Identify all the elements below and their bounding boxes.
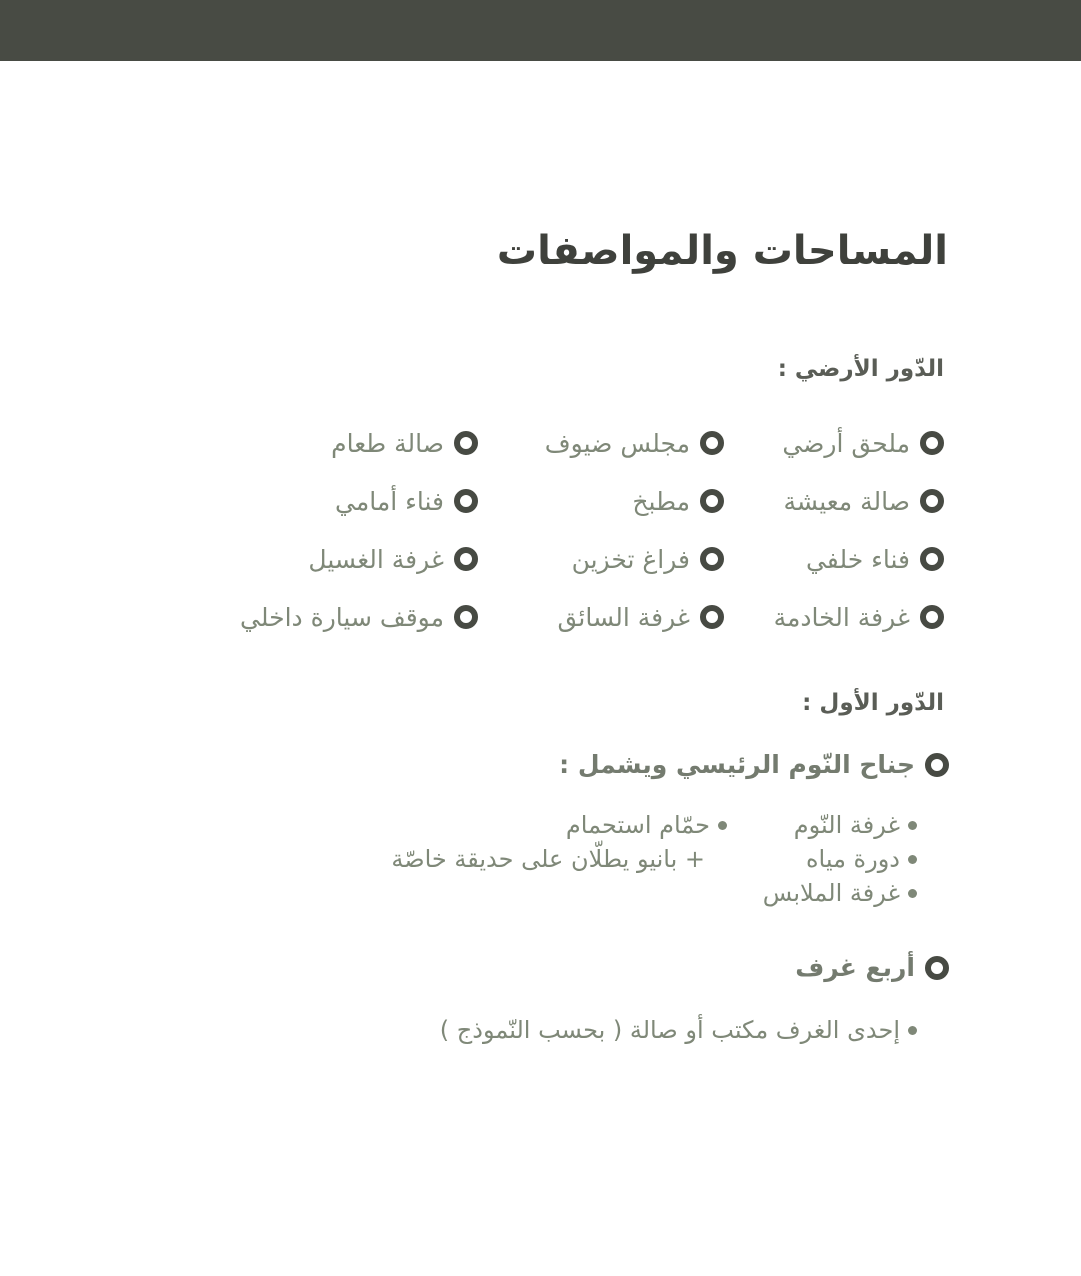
- ring-bullet-icon: [454, 489, 478, 513]
- four-rooms-heading: [795, 953, 949, 982]
- ring-bullet-icon: [454, 605, 478, 629]
- four-rooms-label: أربع غرف: [795, 953, 915, 982]
- ring-bullet-icon: [700, 605, 724, 629]
- list-item-label: فراغ تخزين: [571, 544, 690, 574]
- list-item: [184, 603, 478, 632]
- list-item: [184, 487, 478, 516]
- list-row: [357, 842, 917, 876]
- list-item: [724, 429, 944, 458]
- ring-bullet-icon: [925, 956, 949, 980]
- list-item-label: غرفة الغسيل: [308, 544, 444, 574]
- list-item: [478, 429, 724, 458]
- list-item: [727, 811, 917, 839]
- list-item-label: صالة معيشة: [783, 486, 910, 516]
- list-item: [478, 603, 724, 632]
- master-suite-list: [357, 808, 917, 910]
- master-suite-heading: [559, 750, 949, 779]
- list-item: [478, 487, 724, 516]
- dot-bullet-icon: [908, 1026, 917, 1035]
- ground-floor-heading: الدّور الأرضي :: [777, 356, 944, 382]
- list-item: [724, 603, 944, 632]
- list-item-label: صالة طعام: [331, 428, 444, 458]
- ground-floor-list: [184, 414, 944, 646]
- list-row: [184, 588, 944, 646]
- dot-bullet-icon: [718, 821, 727, 830]
- list-item: [478, 545, 724, 574]
- list-item: [724, 487, 944, 516]
- ring-bullet-icon: [920, 605, 944, 629]
- list-item-label: دورة مياه: [805, 845, 900, 873]
- list-row: [357, 808, 917, 842]
- list-item-label: مطبخ: [632, 486, 690, 516]
- list-item: [566, 811, 727, 839]
- ring-bullet-icon: [700, 489, 724, 513]
- list-item-label: غرفة الخادمة: [773, 602, 910, 632]
- list-row: [357, 1010, 917, 1050]
- list-row: [184, 530, 944, 588]
- list-item-label: غرفة النّوم: [793, 811, 900, 839]
- page-title: المساحات والمواصفات: [496, 228, 948, 274]
- list-row: [184, 414, 944, 472]
- dot-bullet-icon: [908, 821, 917, 830]
- list-item-label: حمّام استحمام: [565, 811, 710, 839]
- list-item: [727, 879, 917, 907]
- list-item-label: موقف سيارة داخلي: [240, 602, 444, 632]
- list-row: [357, 876, 917, 910]
- master-suite-label: جناح النّوم الرئيسي ويشمل :: [559, 750, 915, 779]
- list-item: [184, 429, 478, 458]
- list-item-label: مجلس ضيوف: [544, 428, 690, 458]
- ring-bullet-icon: [454, 431, 478, 455]
- ring-bullet-icon: [454, 547, 478, 571]
- dot-bullet-icon: [908, 889, 917, 898]
- ring-bullet-icon: [700, 431, 724, 455]
- list-item-label: غرفة الملابس: [762, 879, 900, 907]
- ring-bullet-icon: [920, 489, 944, 513]
- four-rooms-list: [357, 1010, 917, 1050]
- first-floor-heading: الدّور الأول :: [802, 690, 944, 716]
- list-item-label: ملحق أرضي: [782, 428, 910, 458]
- ring-bullet-icon: [700, 547, 724, 571]
- list-item: [391, 845, 727, 873]
- dot-bullet-icon: [908, 855, 917, 864]
- list-item-label: غرفة السائق: [557, 602, 690, 632]
- ring-bullet-icon: [920, 547, 944, 571]
- list-row: [184, 472, 944, 530]
- list-item: [184, 545, 478, 574]
- list-item: [440, 1016, 917, 1044]
- ring-bullet-icon: [925, 753, 949, 777]
- list-item-label: فناء أمامي: [335, 486, 444, 516]
- ring-bullet-icon: [920, 431, 944, 455]
- list-item: [724, 545, 944, 574]
- list-item-label: إحدى الغرف مكتب أو صالة ( بحسب النّموذج ): [439, 1016, 900, 1044]
- list-item-label: + بانيو يطلّان على حديقة خاصّة: [391, 845, 705, 873]
- list-item: [727, 845, 917, 873]
- list-item-label: فناء خلفي: [805, 544, 910, 574]
